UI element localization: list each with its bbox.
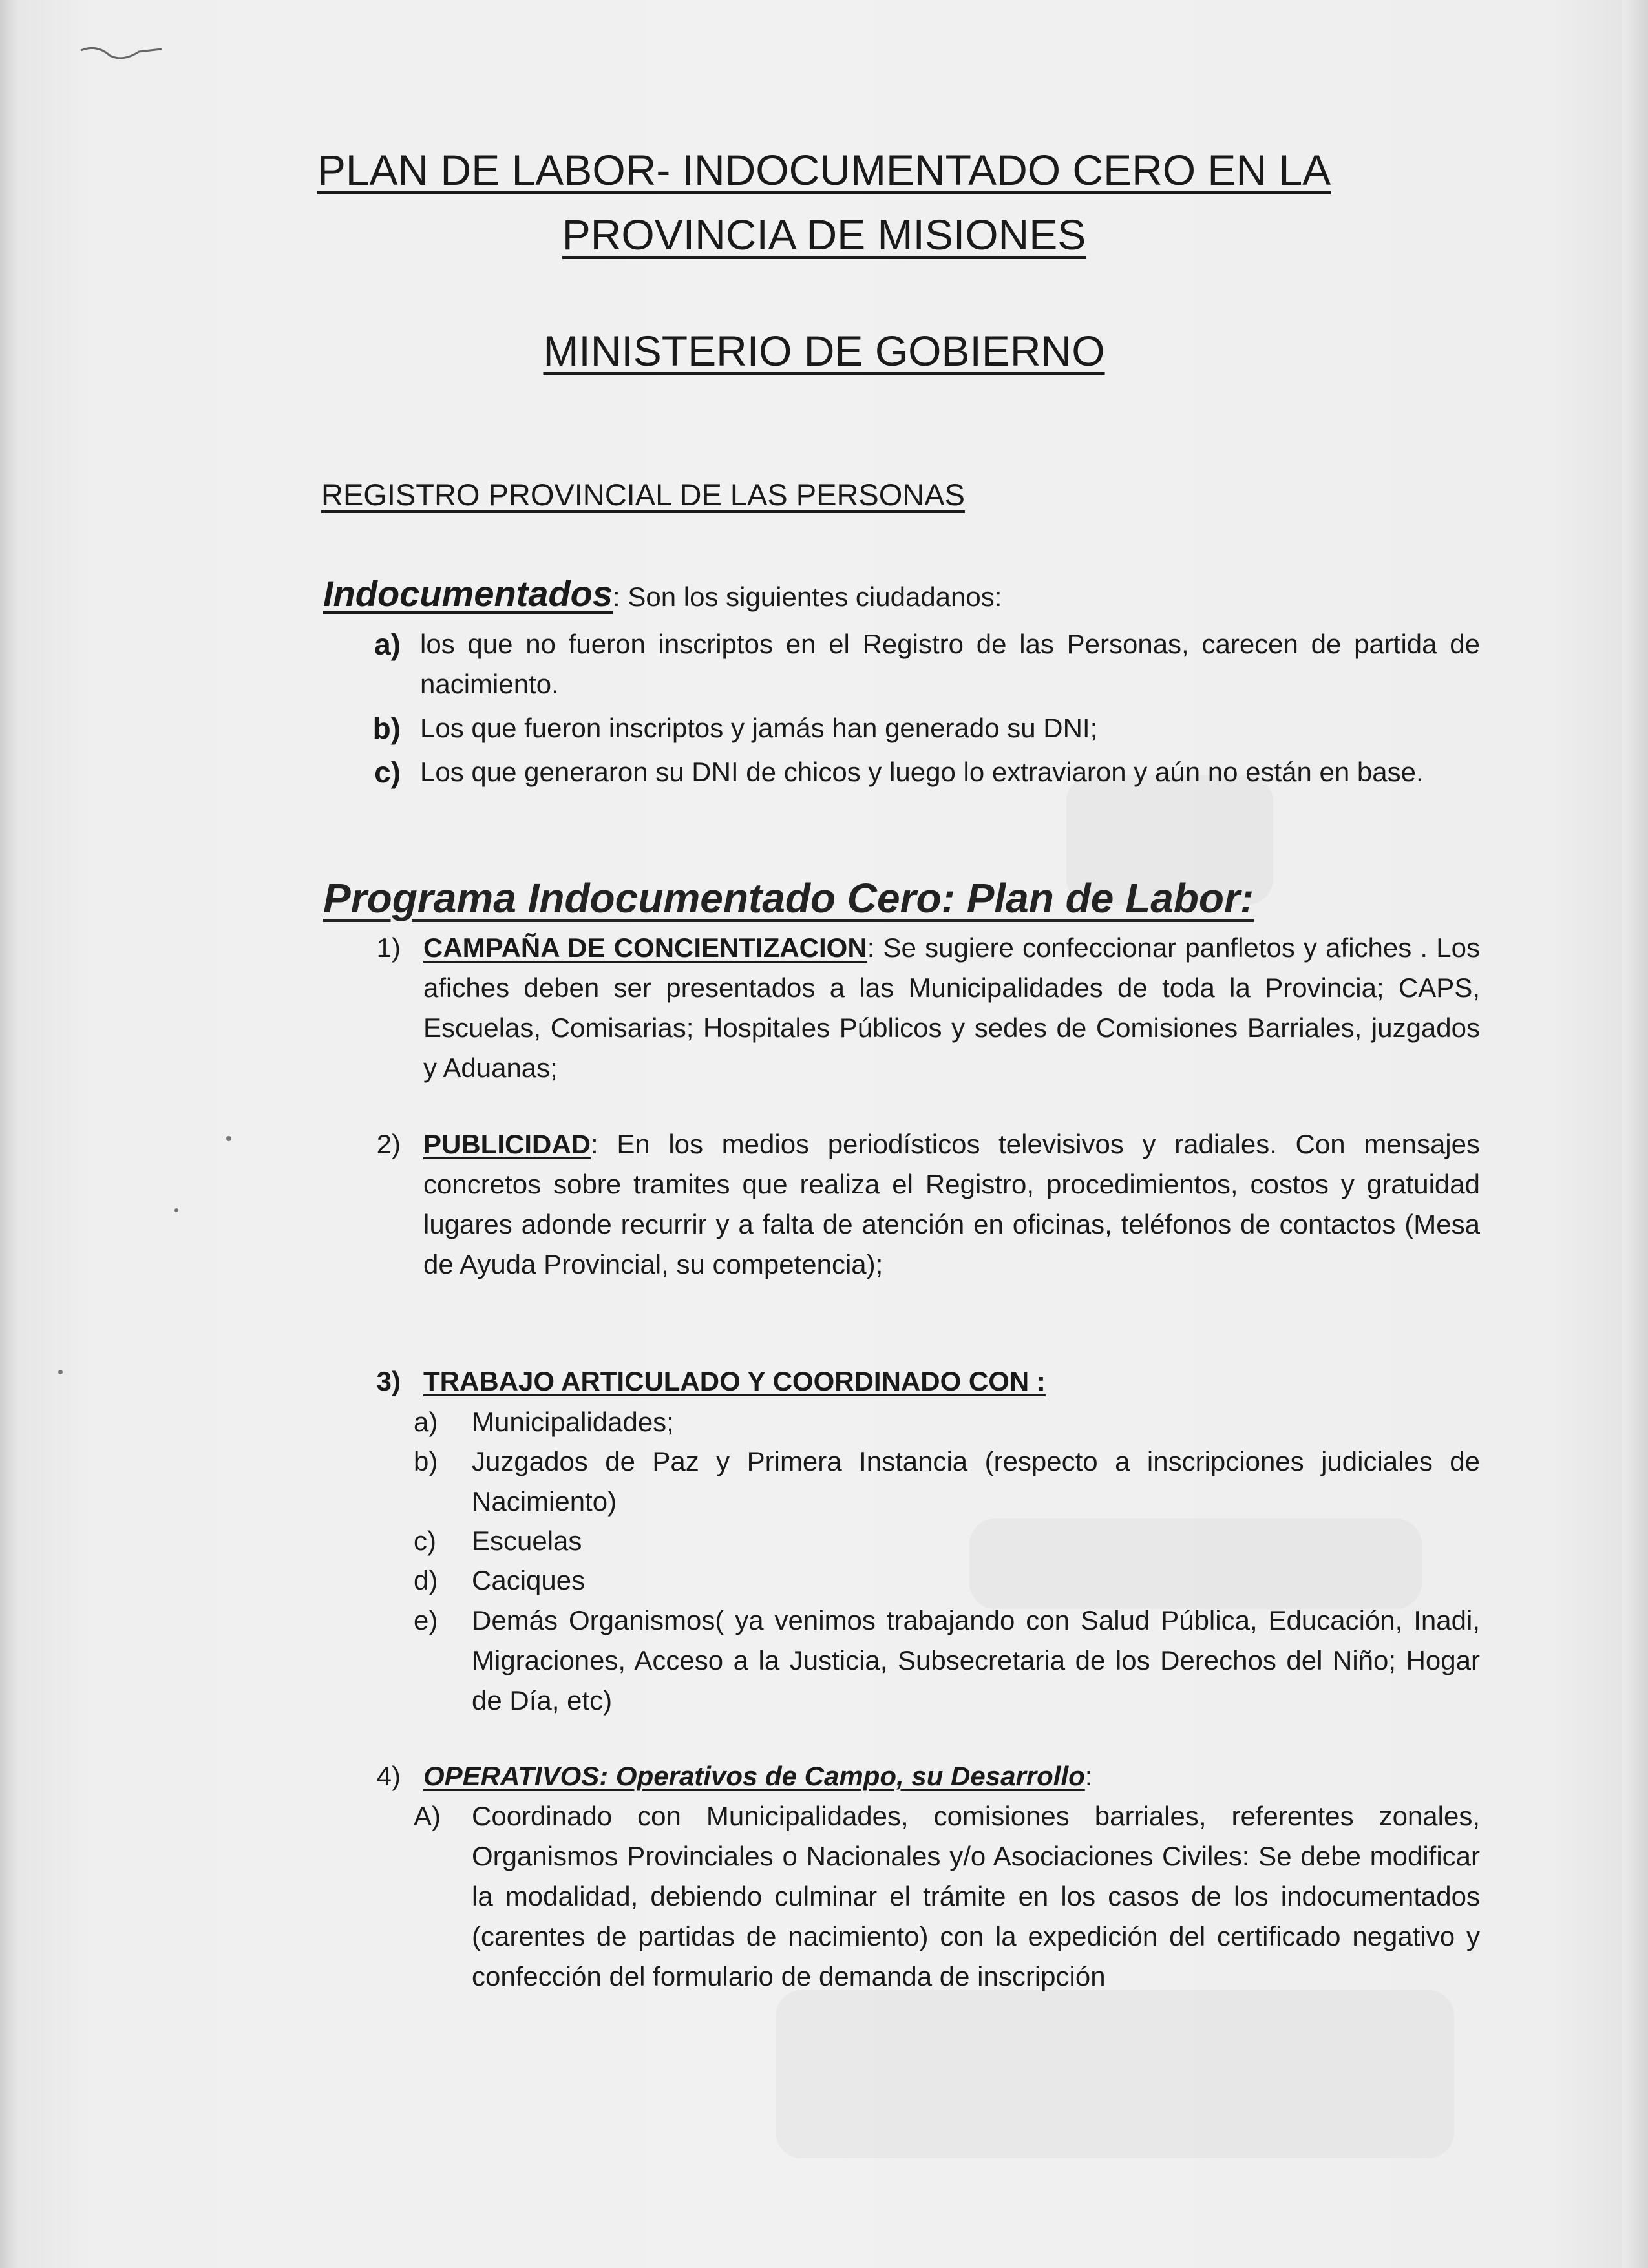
indocumentados-intro: : Son los siguientes ciudadanos: (613, 582, 1002, 612)
registry-heading: REGISTRO PROVINCIAL DE LAS PERSONAS (321, 478, 965, 512)
section-heading: PUBLICIDAD (423, 1129, 591, 1159)
list-item (362, 708, 1480, 748)
list-item (362, 752, 1480, 792)
section-marker: 4) (376, 1761, 401, 1791)
list-item-text: Los que fueron inscriptos y jamás han generado su DNI; (420, 713, 1098, 743)
list-item-text: Juzgados de Paz y Primera Instancia (respecto a inscripciones judiciales de Nacimiento) (472, 1446, 1480, 1517)
bleed-through (776, 1990, 1454, 2158)
scan-speck (58, 1370, 63, 1374)
section-body (423, 1124, 1480, 1285)
list-marker: a) (374, 627, 401, 661)
list-item (414, 1521, 1480, 1561)
list-marker: b) (372, 711, 401, 745)
section-body (423, 928, 1480, 1088)
list-item (414, 1560, 1480, 1601)
section-heading: OPERATIVOS: Operativos de Campo, su Desarrollo (423, 1761, 1085, 1791)
scan-speck (174, 1208, 178, 1212)
indocumentados-definition (323, 574, 1002, 617)
section-4 (368, 1756, 1480, 1796)
list-item-text: Coordinado con Municipalidades, comisiones barriales, referentes zonales, Organismos Provinciales o Nacionales y/o Asociaciones Civiles: Se debe modificar la modalidad, debiendo culminar el trámite en los casos de los indocumentados (carentes de partidas de nacimiento) con la expedición del certificado negativo y confección del formulario de demanda de inscripción (472, 1801, 1480, 1991)
section-heading: CAMPAÑA DE CONCIENTIZACION (423, 932, 867, 963)
list-item (414, 1402, 1480, 1442)
list-item (362, 624, 1480, 704)
section-marker: 2) (376, 1129, 401, 1159)
list-marker: a) (414, 1407, 438, 1437)
section-heading: TRABAJO ARTICULADO Y COORDINADO CON : (423, 1366, 1046, 1396)
document-title (0, 146, 1648, 278)
pen-mark-icon (78, 37, 168, 63)
list-marker: b) (414, 1446, 438, 1476)
list-marker: A) (414, 1801, 441, 1831)
list-item-text: Caciques (472, 1565, 586, 1595)
list-item-text: Escuelas (472, 1526, 582, 1556)
list-marker: d) (414, 1565, 438, 1595)
list-item (414, 1796, 1480, 1997)
section-2 (368, 1124, 1480, 1285)
list-marker: e) (414, 1605, 438, 1635)
list-item (414, 1601, 1480, 1721)
section-3 (368, 1361, 1480, 1402)
ministry-heading-text: MINISTERIO DE GOBIERNO (543, 327, 1105, 375)
program-title: Programa Indocumentado Cero: Plan de Labor: (323, 875, 1254, 921)
list-item-text: los que no fueron inscriptos en el Registro de las Personas, carecen de partida de nacimiento. (420, 629, 1480, 699)
list-item-text: Demás Organismos( ya venimos trabajando con Salud Pública, Educación, Inadi, Migraciones, Acceso a la Justicia, Subsecretaria de los Derechos del Niño; Hogar de Día, etc) (472, 1605, 1480, 1716)
section-marker: 3) (376, 1366, 401, 1396)
scan-speck (226, 1136, 231, 1141)
section-text: : Se sugiere confeccionar panfletos y afiches . Los afiches deben ser presentados a las Municipalidades de toda la Provincia; CAPS, Escuelas, Comisarias; Hospitales Públicos y sedes de Comisiones Barriales, juzgados y Aduanas; (423, 932, 1481, 1083)
list-item-text: Municipalidades; (472, 1407, 674, 1437)
ministry-heading (0, 326, 1648, 375)
list-item (414, 1442, 1480, 1522)
section-colon: : (1084, 1761, 1093, 1791)
section-marker: 1) (376, 932, 401, 963)
title-line-2: PROVINCIA DE MISIONES (562, 211, 1086, 258)
list-marker: c) (374, 755, 401, 789)
list-item-text: Los que generaron su DNI de chicos y luego lo extraviaron y aún no están en base. (420, 757, 1424, 787)
list-marker: c) (414, 1526, 436, 1556)
section-text: : En los medios periodísticos televisivos y radiales. Con mensajes concretos sobre tramites que realiza el Registro, procedimientos, costos y gratuidad lugares adonde recurrir y a falta de atención en oficinas, teléfonos de contactos (Mesa de Ayuda Provincial, su competencia); (423, 1129, 1480, 1279)
indocumentados-term: Indocumentados (323, 573, 613, 614)
title-line-1: PLAN DE LABOR- INDOCUMENTADO CERO EN LA (317, 146, 1331, 194)
section-1 (368, 928, 1480, 1088)
